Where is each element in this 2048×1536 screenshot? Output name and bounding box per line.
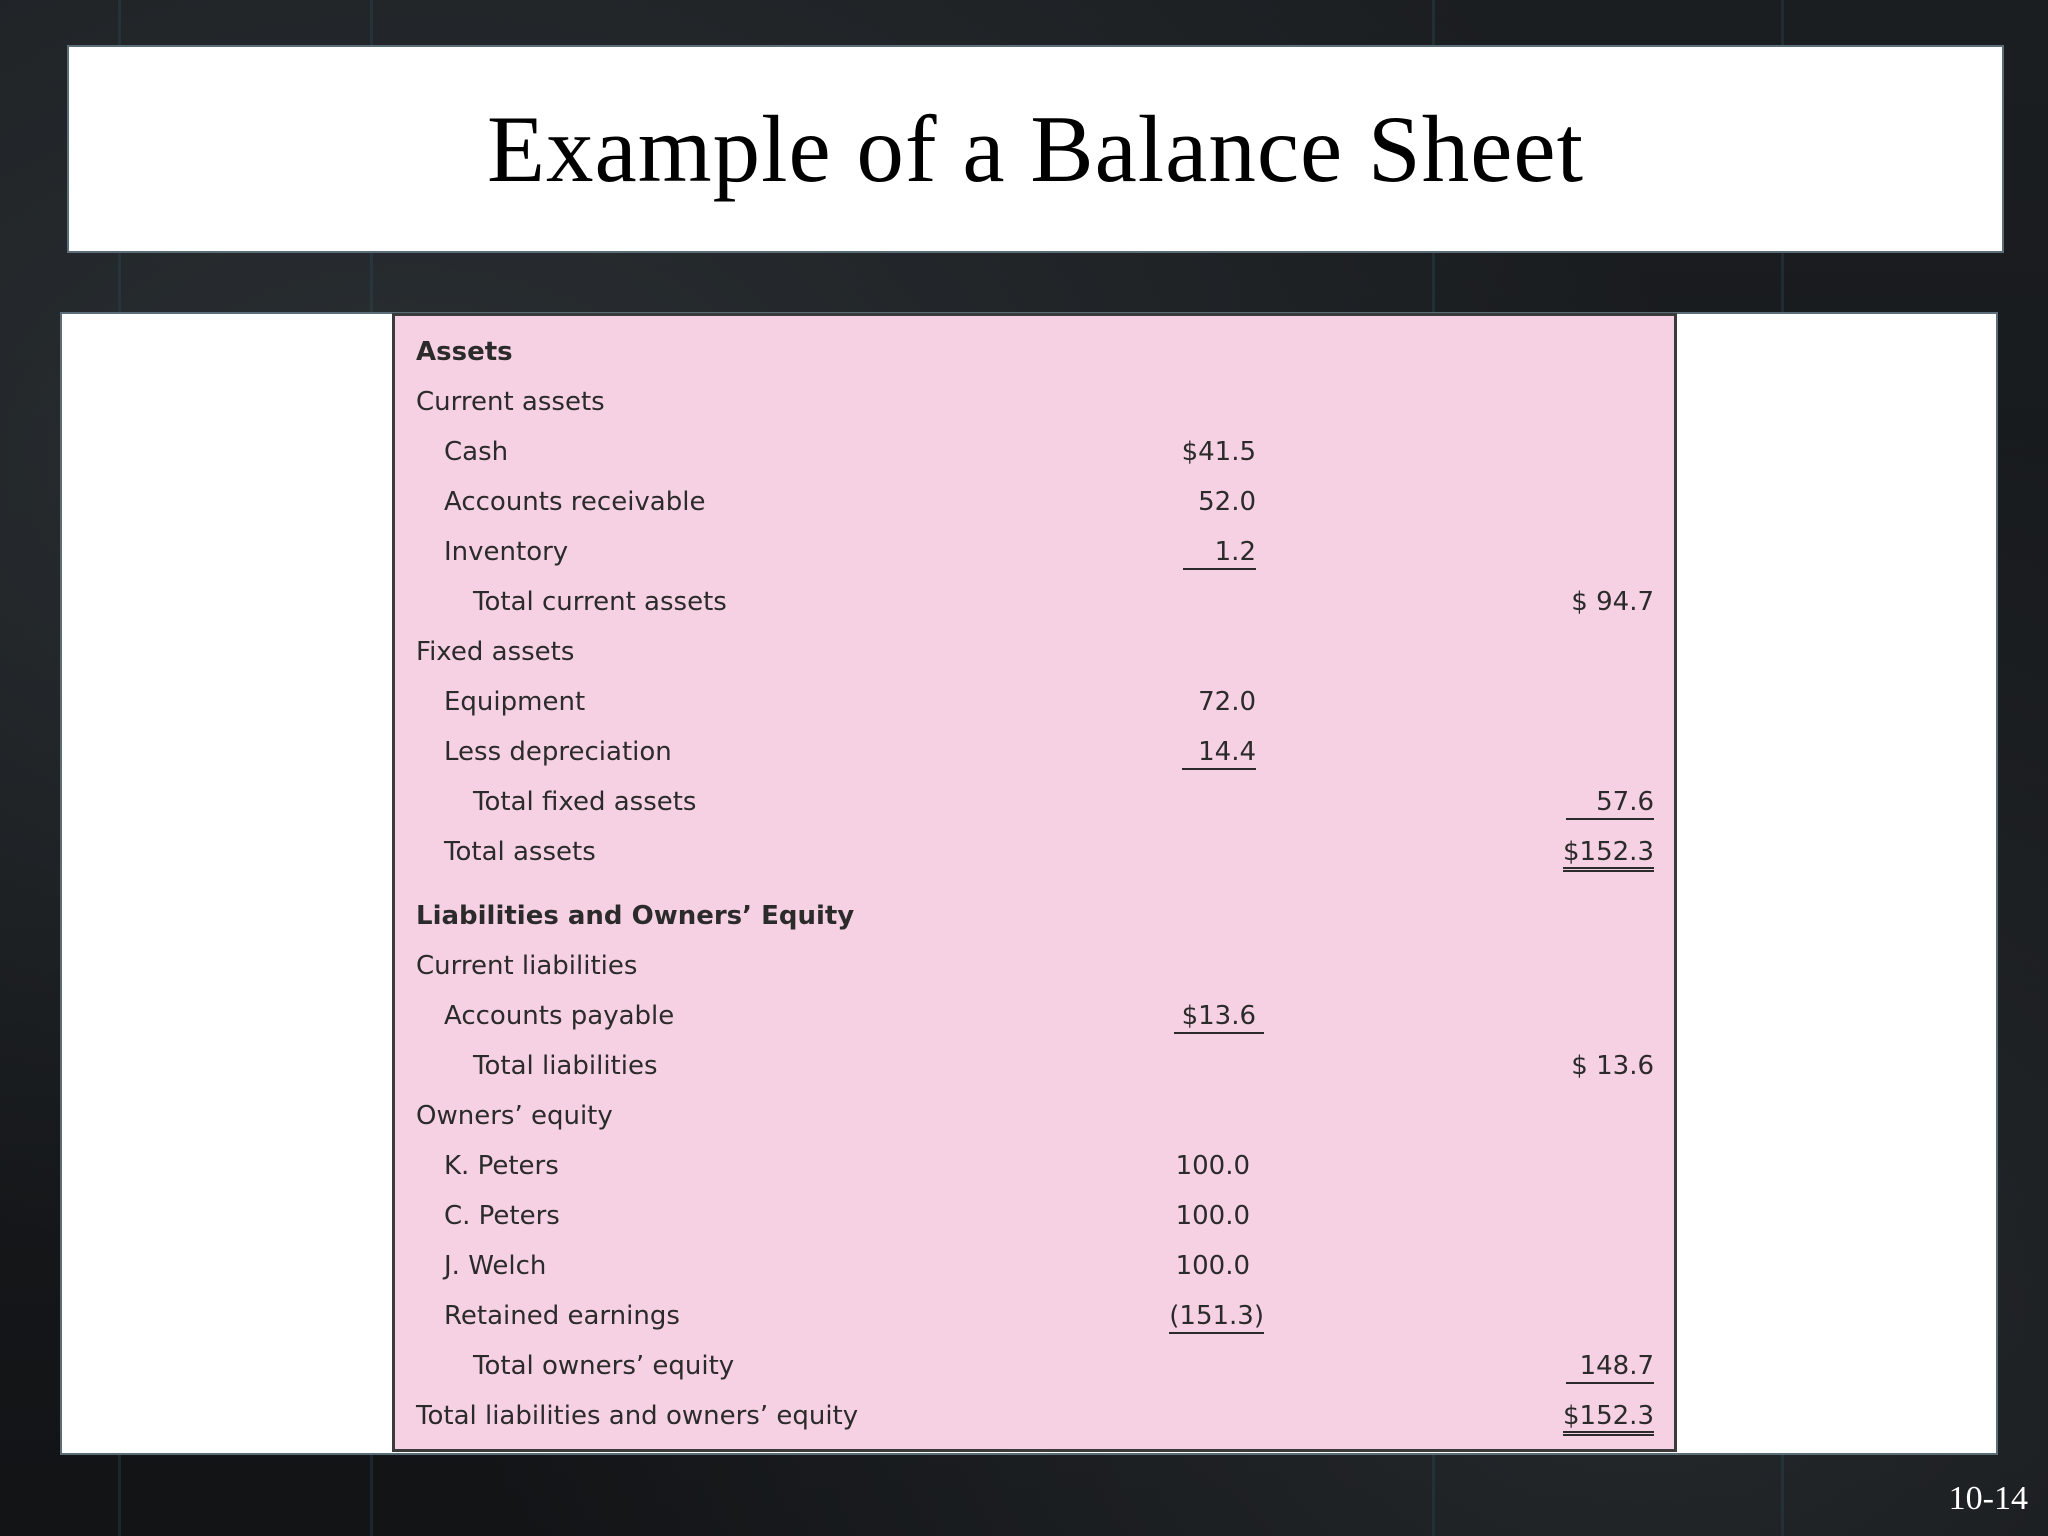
retained-earnings-value: (151.3) (1169, 1301, 1264, 1334)
k-peters-label: K. Peters (444, 1151, 559, 1181)
table-row (395, 1395, 1674, 1445)
table-row (395, 1195, 1674, 1245)
total-liabilities-value: $ 13.6 (1571, 1051, 1654, 1081)
table-row (395, 431, 1674, 481)
table-row (395, 895, 1674, 945)
table-row (395, 481, 1674, 531)
accounts-receivable-value: 52.0 (1198, 487, 1256, 517)
table-row (395, 731, 1674, 781)
total-owners-equity-value: 148.7 (1566, 1351, 1654, 1384)
inventory-value: 1.2 (1183, 537, 1256, 570)
total-fixed-assets-label: Total fixed assets (473, 787, 697, 817)
table-row (395, 831, 1674, 881)
table-row (395, 581, 1674, 631)
c-peters-value: 100.0 (1175, 1201, 1250, 1231)
total-liabilities-equity-label: Total liabilities and owners’ equity (416, 1401, 859, 1431)
j-welch-value: 100.0 (1175, 1251, 1250, 1281)
table-row (395, 995, 1674, 1045)
less-depreciation-label: Less depreciation (444, 737, 672, 767)
total-liabilities-equity-value: $152.3 (1563, 1401, 1654, 1436)
equipment-value: 72.0 (1198, 687, 1256, 717)
k-peters-value: 100.0 (1175, 1151, 1250, 1181)
title-box (67, 45, 2004, 253)
assets-heading: Assets (416, 337, 513, 367)
table-row (395, 681, 1674, 731)
total-assets-label: Total assets (444, 837, 596, 867)
accounts-payable-value: $13.6 (1174, 1001, 1264, 1034)
cash-value: $41.5 (1181, 437, 1256, 467)
total-owners-equity-label: Total owners’ equity (473, 1351, 735, 1381)
table-row (395, 1295, 1674, 1345)
slide-title: Example of a Balance Sheet (487, 96, 1584, 202)
fixed-assets-heading: Fixed assets (416, 637, 575, 667)
table-row (395, 1145, 1674, 1195)
inventory-label: Inventory (444, 537, 569, 567)
balance-sheet-table (392, 313, 1677, 1452)
table-row (395, 1095, 1674, 1145)
retained-earnings-label: Retained earnings (444, 1301, 680, 1331)
accounts-payable-label: Accounts payable (444, 1001, 675, 1031)
table-row (395, 1245, 1674, 1295)
table-row (395, 331, 1674, 381)
total-assets-value: $152.3 (1563, 837, 1654, 872)
cash-label: Cash (444, 437, 509, 467)
table-row (395, 531, 1674, 581)
table-row (395, 781, 1674, 831)
owners-equity-heading: Owners’ equity (416, 1101, 613, 1131)
less-depreciation-value: 14.4 (1182, 737, 1256, 770)
j-welch-label: J. Welch (444, 1251, 547, 1281)
c-peters-label: C. Peters (444, 1201, 560, 1231)
accounts-receivable-label: Accounts receivable (444, 487, 706, 517)
total-fixed-assets-value: 57.6 (1566, 787, 1654, 820)
liabilities-equity-heading: Liabilities and Owners’ Equity (416, 901, 855, 931)
total-liabilities-label: Total liabilities (473, 1051, 658, 1081)
table-row (395, 1045, 1674, 1095)
total-current-assets-value: $ 94.7 (1571, 587, 1654, 617)
table-row (395, 1345, 1674, 1395)
table-row (395, 381, 1674, 431)
total-current-assets-label: Total current assets (473, 587, 727, 617)
table-row (395, 945, 1674, 995)
table-row (395, 631, 1674, 681)
page-number: 10-14 (1948, 1480, 2028, 1517)
current-liabilities-heading: Current liabilities (416, 951, 638, 981)
equipment-label: Equipment (444, 687, 586, 717)
current-assets-heading: Current assets (416, 387, 605, 417)
